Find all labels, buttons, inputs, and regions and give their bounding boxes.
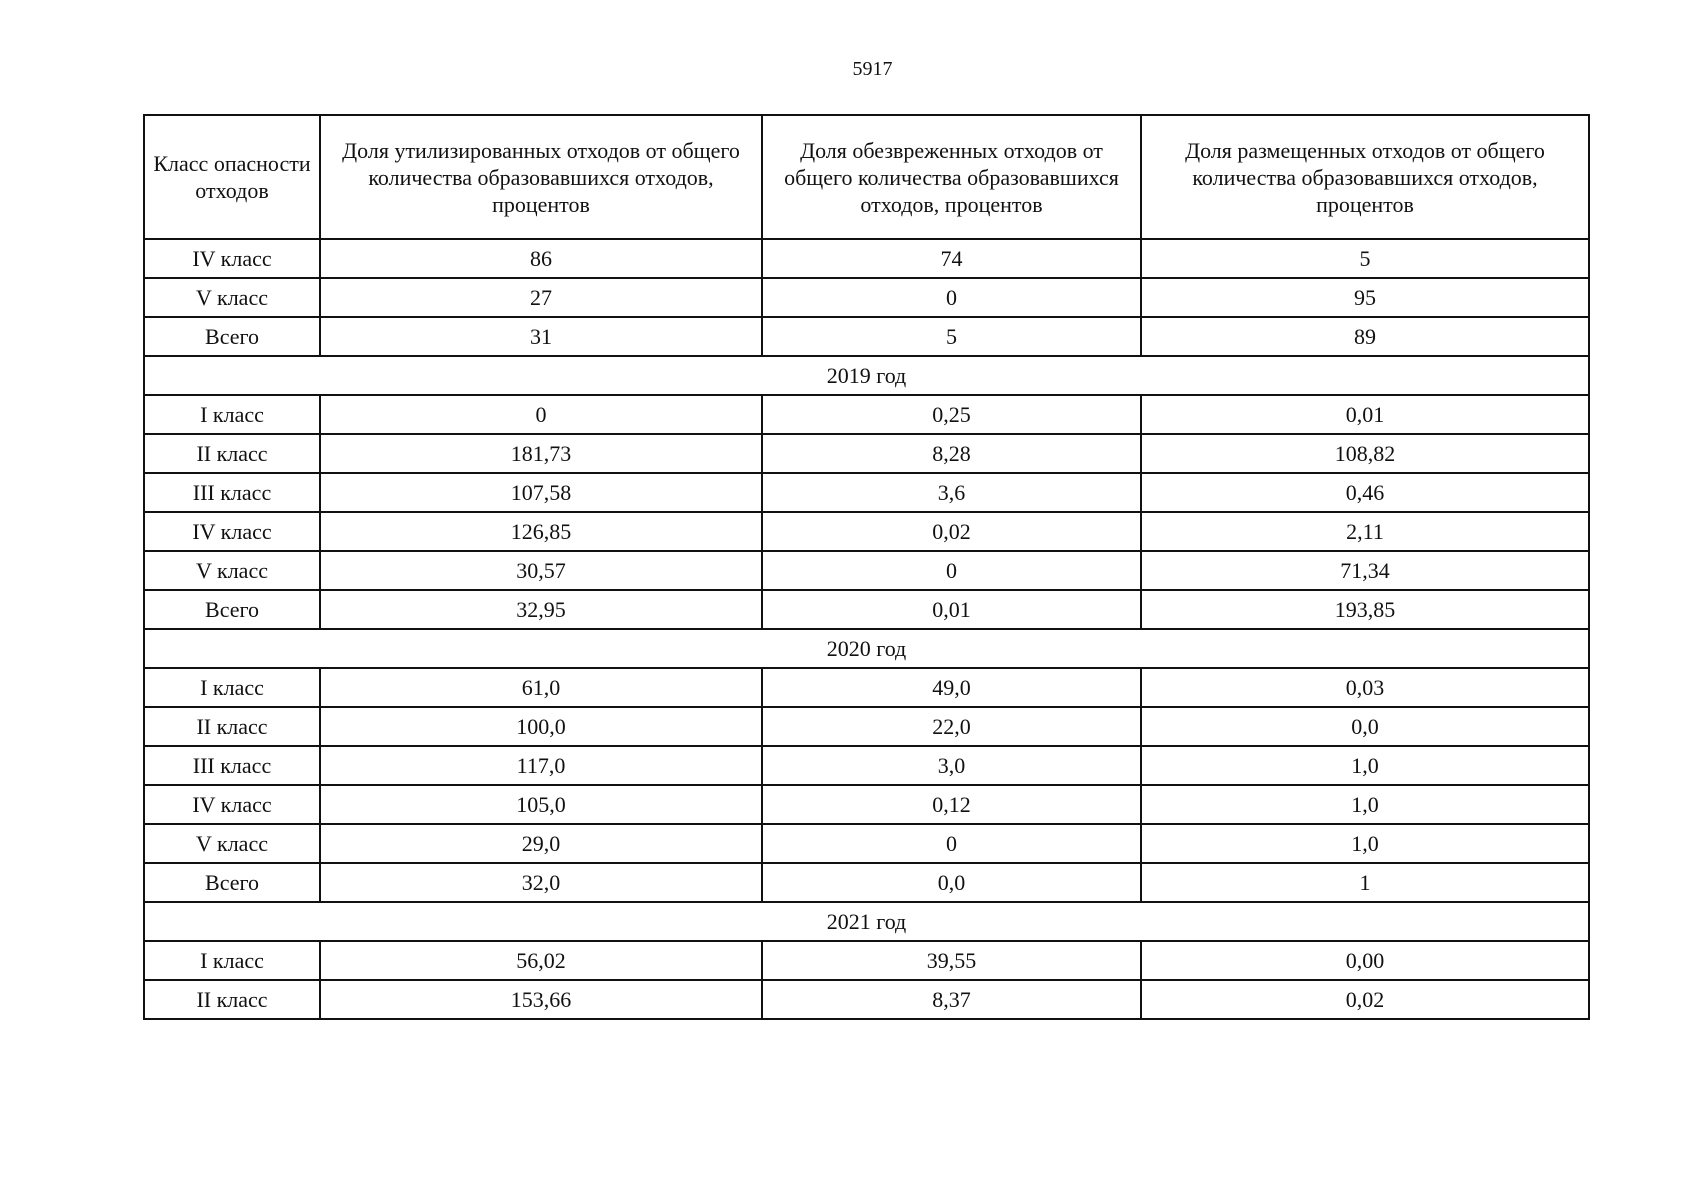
cell-utilized-share: 105,0 [320,785,762,824]
cell-placed-share: 71,34 [1141,551,1589,590]
cell-utilized-share: 31 [320,317,762,356]
cell-hazard-class: I класс [144,941,320,980]
cell-hazard-class: II класс [144,707,320,746]
cell-utilized-share: 56,02 [320,941,762,980]
header-utilized-share: Доля утилизированных отходов от общего количества образовавшихся отходов, процентов [320,115,762,239]
table-body [144,239,1589,1019]
cell-neutralized-share: 22,0 [762,707,1141,746]
page-number: 5917 [852,58,893,80]
cell-hazard-class: Всего [144,590,320,629]
cell-neutralized-share: 39,55 [762,941,1141,980]
cell-hazard-class: I класс [144,395,320,434]
cell-neutralized-share: 3,6 [762,473,1141,512]
cell-utilized-share: 32,95 [320,590,762,629]
cell-neutralized-share: 0,12 [762,785,1141,824]
cell-neutralized-share: 3,0 [762,746,1141,785]
cell-placed-share: 0,00 [1141,941,1589,980]
header-hazard-class: Класс опасности отходов [144,115,320,239]
table-row [144,434,1589,473]
table-row [144,668,1589,707]
cell-hazard-class: V класс [144,278,320,317]
waste-share-table [143,114,1590,1020]
table-row [144,395,1589,434]
cell-hazard-class: V класс [144,824,320,863]
cell-utilized-share: 117,0 [320,746,762,785]
table-row [144,707,1589,746]
cell-utilized-share: 100,0 [320,707,762,746]
cell-neutralized-share: 5 [762,317,1141,356]
cell-neutralized-share: 49,0 [762,668,1141,707]
table-row [144,824,1589,863]
cell-hazard-class: Всего [144,317,320,356]
cell-placed-share: 0,03 [1141,668,1589,707]
cell-placed-share: 193,85 [1141,590,1589,629]
cell-neutralized-share: 0,02 [762,512,1141,551]
cell-placed-share: 1,0 [1141,824,1589,863]
table-row [144,512,1589,551]
cell-neutralized-share: 0 [762,551,1141,590]
year-section-label: 2020 год [144,629,1589,668]
cell-placed-share: 89 [1141,317,1589,356]
year-section-row [144,902,1589,941]
cell-placed-share: 108,82 [1141,434,1589,473]
header-placed-share: Доля размещенных отходов от общего количества образовавшихся отходов, процентов [1141,115,1589,239]
cell-neutralized-share: 8,28 [762,434,1141,473]
cell-utilized-share: 126,85 [320,512,762,551]
cell-hazard-class: IV класс [144,512,320,551]
cell-utilized-share: 30,57 [320,551,762,590]
cell-utilized-share: 107,58 [320,473,762,512]
cell-hazard-class: III класс [144,746,320,785]
cell-utilized-share: 0 [320,395,762,434]
cell-placed-share: 0,01 [1141,395,1589,434]
cell-hazard-class: III класс [144,473,320,512]
header-row [144,115,1589,239]
cell-neutralized-share: 74 [762,239,1141,278]
table-row [144,746,1589,785]
table-row [144,980,1589,1019]
table-row [144,317,1589,356]
table-header [144,115,1589,239]
table-row [144,941,1589,980]
cell-neutralized-share: 0 [762,278,1141,317]
cell-placed-share: 0,46 [1141,473,1589,512]
year-section-row [144,356,1589,395]
cell-neutralized-share: 0,25 [762,395,1141,434]
cell-hazard-class: I класс [144,668,320,707]
cell-hazard-class: II класс [144,434,320,473]
table-row [144,278,1589,317]
cell-utilized-share: 61,0 [320,668,762,707]
cell-placed-share: 0,0 [1141,707,1589,746]
cell-placed-share: 1 [1141,863,1589,902]
year-section-row [144,629,1589,668]
cell-neutralized-share: 0,0 [762,863,1141,902]
cell-hazard-class: V класс [144,551,320,590]
cell-utilized-share: 153,66 [320,980,762,1019]
table-row [144,473,1589,512]
cell-placed-share: 1,0 [1141,785,1589,824]
table-row [144,590,1589,629]
cell-utilized-share: 181,73 [320,434,762,473]
cell-placed-share: 2,11 [1141,512,1589,551]
cell-utilized-share: 29,0 [320,824,762,863]
table-row [144,785,1589,824]
cell-placed-share: 5 [1141,239,1589,278]
cell-placed-share: 0,02 [1141,980,1589,1019]
year-section-label: 2021 год [144,902,1589,941]
cell-neutralized-share: 8,37 [762,980,1141,1019]
cell-hazard-class: IV класс [144,785,320,824]
year-section-label: 2019 год [144,356,1589,395]
cell-hazard-class: IV класс [144,239,320,278]
table-row [144,551,1589,590]
cell-utilized-share: 32,0 [320,863,762,902]
cell-hazard-class: II класс [144,980,320,1019]
cell-utilized-share: 27 [320,278,762,317]
cell-placed-share: 95 [1141,278,1589,317]
cell-placed-share: 1,0 [1141,746,1589,785]
cell-utilized-share: 86 [320,239,762,278]
table-row [144,863,1589,902]
header-neutralized-share: Доля обезвреженных отходов от общего количества образовавшихся отходов, процентов [762,115,1141,239]
cell-neutralized-share: 0,01 [762,590,1141,629]
cell-hazard-class: Всего [144,863,320,902]
table-row [144,239,1589,278]
cell-neutralized-share: 0 [762,824,1141,863]
